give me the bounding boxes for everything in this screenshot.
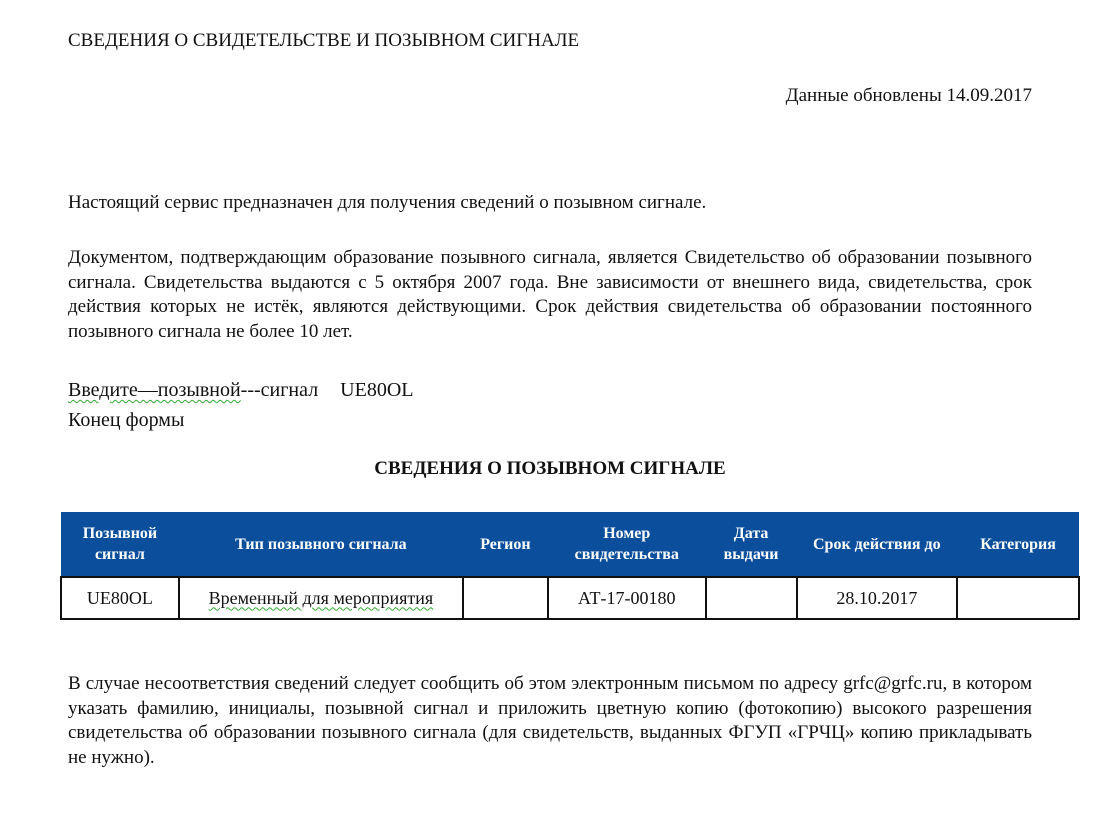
col-type: Тип позывного сигнала: [179, 512, 463, 577]
page-title: СВЕДЕНИЯ О СВИДЕТЕЛЬСТВЕ И ПОЗЫВНОМ СИГНАЛЕ: [68, 30, 580, 51]
callsign-table: [60, 512, 1080, 620]
callsign-input[interactable]: UE80OL: [340, 379, 414, 401]
col-number: Номер свидетельства: [548, 512, 706, 577]
cell-valid-until: 28.10.2017: [797, 577, 958, 619]
cell-category: [957, 577, 1079, 619]
form-end: Конец формы: [68, 409, 185, 431]
updated-date: Данные обновлены 14.09.2017: [785, 85, 1032, 106]
col-issue-date: Дата выдачи: [706, 512, 797, 577]
cell-callsign: UE80OL: [61, 577, 179, 619]
col-region: Регион: [463, 512, 548, 577]
cell-region: [463, 577, 548, 619]
form-label-suffix: ---сигнал: [240, 379, 319, 401]
col-valid-until: Срок действия до: [797, 512, 958, 577]
cell-type: [179, 577, 463, 619]
table-row: [61, 577, 1079, 619]
section-title: СВЕДЕНИЯ О ПОЗЫВНОМ СИГНАЛЕ: [374, 458, 726, 479]
cell-issue-date: [706, 577, 797, 619]
cell-type-text: Временный для мероприятия: [208, 587, 434, 608]
col-callsign: Позывной сигнал: [61, 512, 179, 577]
col-category: Категория: [957, 512, 1079, 577]
callsign-form: [68, 375, 414, 435]
form-label: Введите—позывной: [68, 379, 241, 401]
info-paragraph: Документом, подтверждающим образование позывного сигнала, является Свидетельство об образовании позывного сигнала. Свидетельства выдаются с 5 октября 2007 года. Вне зависимости от внешнего вида, свидетельства, срок действия которых не истёк, являются действующими. Срок действия свидетельства об образовании постоянного позывного сигнала не более 10 лет.: [68, 247, 1032, 342]
intro-text: Настоящий сервис предназначен для получения сведений о позывном сигнале.: [68, 192, 707, 213]
discrepancy-paragraph: В случае несоответствия сведений следует сообщить об этом электронным письмом по адресу grfc@grfc.ru, в котором указать фамилию, инициалы, позывной сигнал и приложить цветную копию (фотокопию) высокого разрешения свидетельства об образовании позывного сигнала (для свидетельств, выданных ФГУП «ГРЧЦ» копию прикладывать не нужно).: [68, 673, 1032, 768]
cell-number: АТ-17-00180: [548, 577, 706, 619]
